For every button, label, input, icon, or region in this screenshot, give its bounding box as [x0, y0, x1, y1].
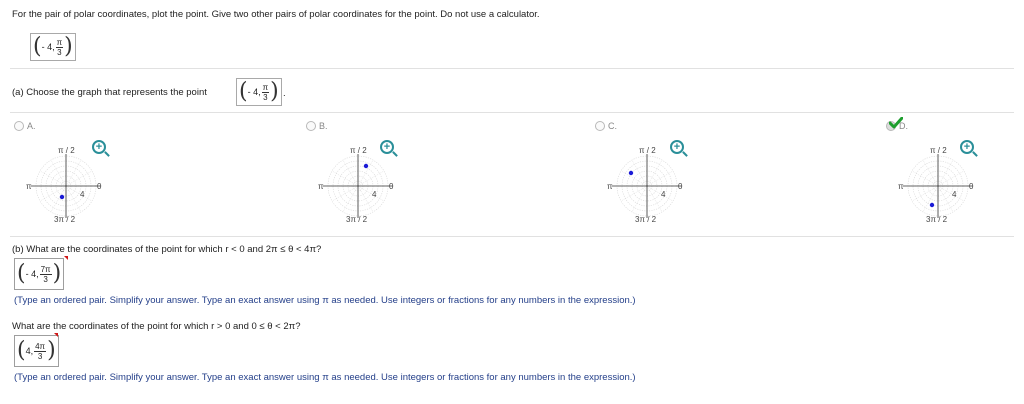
option-b-radio[interactable] — [306, 121, 316, 131]
zoom-in-icon[interactable]: + — [380, 140, 394, 154]
label-pi-over-2: π / 2 — [639, 146, 656, 155]
part-a-point: ( - 4, $\frac{\pi}{3}$ ) — [236, 78, 282, 106]
grid-ray — [938, 186, 964, 201]
part-a-r: - 4, — [247, 87, 261, 97]
given-angle-den: 3 — [57, 47, 62, 57]
label-3pi-over-2: 3π / 2 — [54, 215, 76, 224]
instruction-text: For the pair of polar coordinates, plot the point. Give two other pairs of polar coordinates for the point. Do not use a calculator. — [12, 9, 540, 20]
part-a-angle-num: π — [262, 82, 269, 92]
hint-text-1: (Type an ordered pair. Simplify your answer. Type an exact answer using π as needed. Use integers or fractions for any numbers in the expression.) — [14, 295, 636, 306]
grid-ray — [647, 160, 662, 186]
grid-ray — [647, 186, 673, 201]
part-b-question-2: What are the coordinates of the point for which r > 0 and 0 ≤ θ < 2π? — [12, 321, 301, 332]
answer-1-angle — [40, 265, 52, 284]
option-a-letter: A. — [27, 121, 36, 132]
polar-grid — [612, 151, 682, 221]
plotted-point — [930, 203, 934, 207]
answer-2-r: 4, — [25, 346, 34, 356]
option-b[interactable] — [306, 121, 328, 132]
label-pi: π — [26, 182, 32, 191]
grid-ray — [40, 171, 66, 186]
option-c-letter: C. — [608, 121, 617, 132]
divider — [10, 68, 1014, 69]
answer-1-field[interactable]: ( - 4, $\frac{7\pi}{3}$ ) — [14, 258, 64, 290]
plotted-point — [60, 195, 64, 199]
label-pi-over-2: π / 2 — [930, 146, 947, 155]
hint-text-2: (Type an ordered pair. Simplify your answer. Type an exact answer using π as needed. Use integers or fractions for any numbers in the expression.) — [14, 372, 636, 383]
divider — [10, 112, 1014, 113]
grid-ray — [621, 171, 647, 186]
label-3pi-over-2: 3π / 2 — [926, 215, 948, 224]
plotted-point — [629, 171, 633, 175]
grid-ray — [632, 160, 647, 186]
answer-1-r: - 4, — [25, 269, 39, 279]
option-d-letter: D. — [899, 121, 908, 132]
answer-2-angle — [34, 342, 46, 361]
part-a-label: (a) Choose the graph that represents the point — [12, 87, 207, 98]
grid-ray — [358, 171, 384, 186]
checkmark-icon — [889, 117, 903, 129]
label-radius-4: 4 — [952, 190, 957, 199]
given-r: - 4, — [41, 42, 55, 52]
open-paren: ( — [33, 34, 42, 59]
option-d[interactable] — [886, 121, 908, 132]
label-zero: 0 — [97, 182, 102, 191]
zoom-in-icon[interactable]: + — [960, 140, 974, 154]
grid-ray — [912, 186, 938, 201]
polar-grid — [903, 151, 973, 221]
given-angle-num: π — [56, 37, 63, 47]
close-paren: ) — [64, 34, 73, 59]
answer-2-field[interactable]: ( 4, $\frac{4\pi}{3}$ ) — [14, 335, 59, 367]
part-b-question-1: (b) What are the coordinates of the point for which r < 0 and 2π ≤ θ < 4π? — [12, 244, 322, 255]
label-pi: π — [318, 182, 324, 191]
grid-ray — [51, 160, 66, 186]
grid-ray — [332, 171, 358, 186]
label-3pi-over-2: 3π / 2 — [635, 215, 657, 224]
grid-ray — [938, 171, 964, 186]
label-pi: π — [607, 182, 613, 191]
label-radius-4: 4 — [372, 190, 377, 199]
label-zero: 0 — [969, 182, 974, 191]
label-pi: π — [898, 182, 904, 191]
flag-icon — [64, 256, 68, 260]
grid-ray — [647, 171, 673, 186]
grid-ray — [343, 160, 358, 186]
part-a-angle — [262, 83, 270, 102]
label-pi-over-2: π / 2 — [350, 146, 367, 155]
zoom-in-icon[interactable]: + — [92, 140, 106, 154]
flag-icon — [54, 333, 58, 337]
option-c-radio[interactable] — [595, 121, 605, 131]
answer-1-angle-num: 7π — [40, 264, 51, 274]
option-a-radio[interactable] — [14, 121, 24, 131]
grid-ray — [66, 186, 92, 201]
divider — [10, 236, 1014, 237]
grid-ray — [66, 160, 81, 186]
label-radius-4: 4 — [661, 190, 666, 199]
plotted-point — [364, 164, 368, 168]
label-zero: 0 — [678, 182, 683, 191]
part-a-angle-den: 3 — [263, 92, 268, 102]
option-b-letter: B. — [319, 121, 328, 132]
grid-ray — [938, 160, 953, 186]
label-pi-over-2: π / 2 — [58, 146, 75, 155]
part-a-period: . — [283, 88, 286, 99]
grid-ray — [923, 160, 938, 186]
given-point — [30, 33, 76, 61]
label-zero: 0 — [389, 182, 394, 191]
option-a[interactable] — [14, 121, 36, 132]
label-radius-4: 4 — [80, 190, 85, 199]
option-c[interactable] — [595, 121, 617, 132]
zoom-in-icon[interactable]: + — [670, 140, 684, 154]
grid-ray — [66, 171, 92, 186]
answer-1-angle-den: 3 — [43, 274, 48, 284]
label-3pi-over-2: 3π / 2 — [346, 215, 368, 224]
given-angle — [56, 38, 64, 57]
grid-ray — [912, 171, 938, 186]
answer-2-angle-den: 3 — [37, 351, 43, 361]
polar-grid — [31, 151, 101, 221]
polar-grid — [323, 151, 393, 221]
answer-2-angle-num: 4π — [35, 341, 46, 351]
grid-ray — [621, 186, 647, 201]
